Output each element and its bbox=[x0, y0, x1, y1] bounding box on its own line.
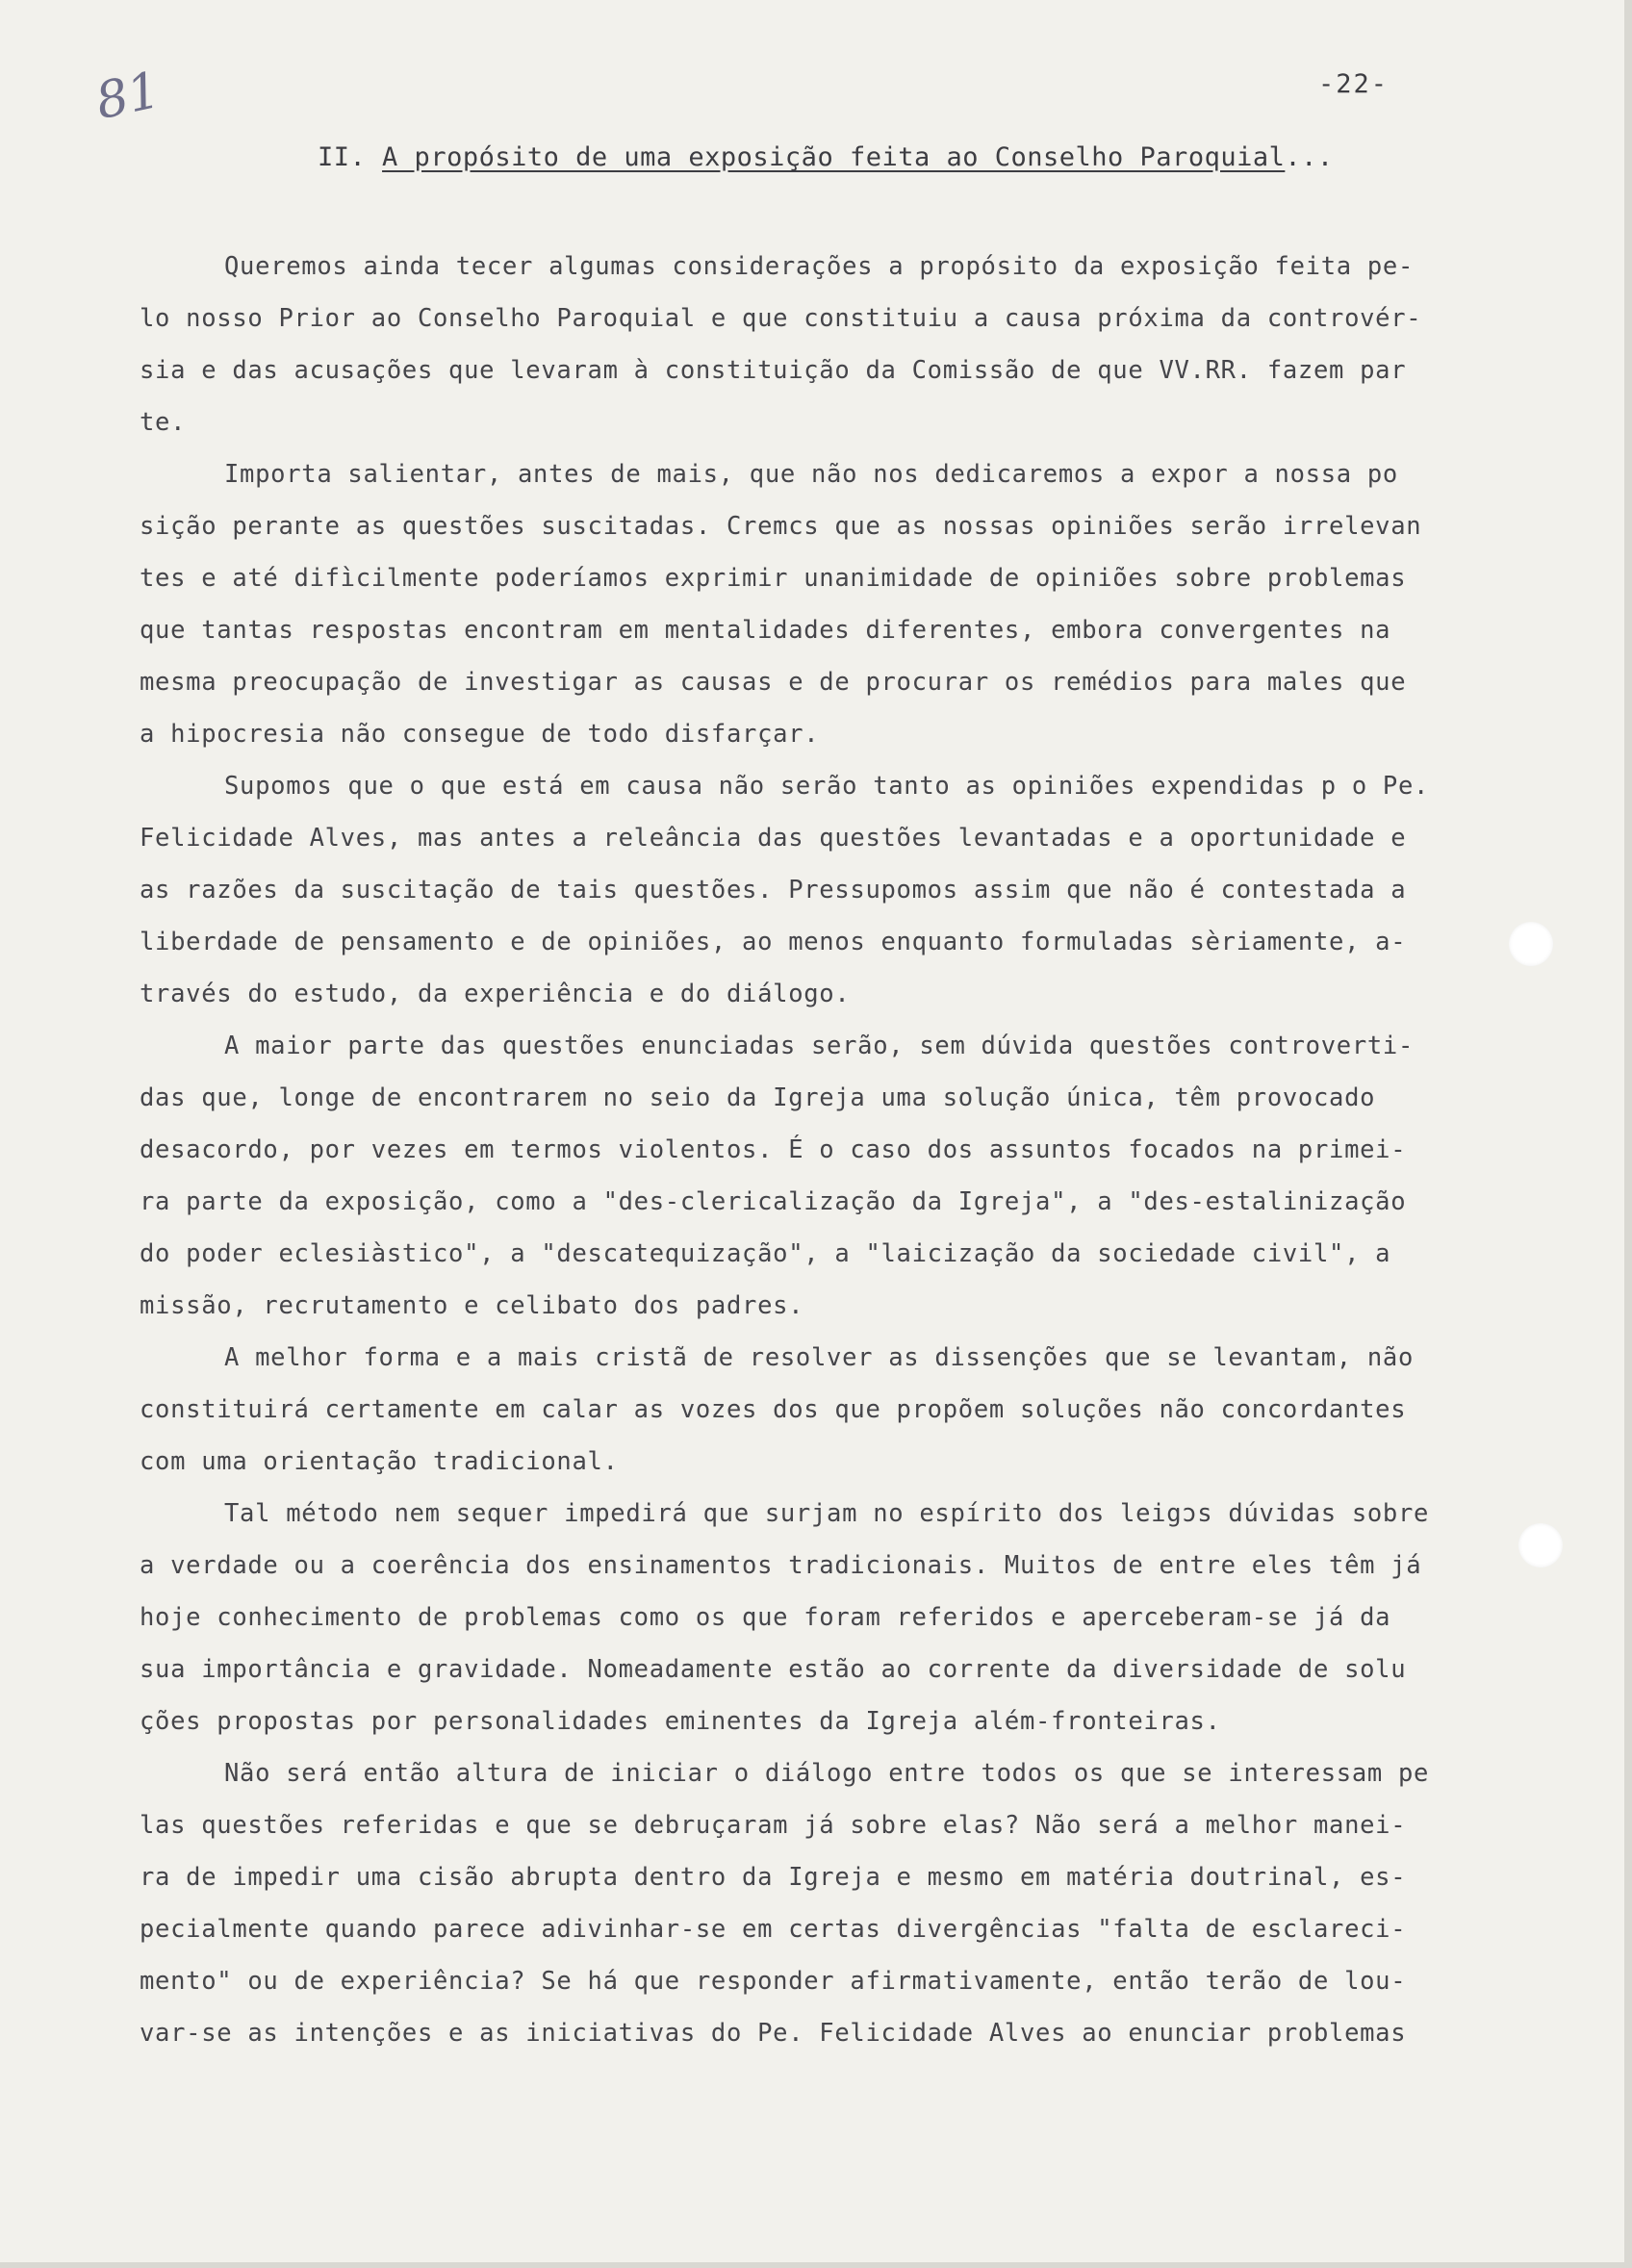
paragraph-line: a verdade ou a coerência dos ensinamentos tradicionais. Muitos de entre eles têm já bbox=[140, 1551, 1422, 1580]
paragraph-line: hoje conhecimento de problemas como os que foram referidos e aperceberam-se já da bbox=[140, 1603, 1391, 1632]
page-edge-right bbox=[1624, 0, 1632, 2268]
paragraph-line: constituirá certamente em calar as vozes dos que propõem soluções não concordantes bbox=[140, 1395, 1407, 1424]
paragraph-first-line: A melhor forma e a mais cristã de resolver as dissenções que se levantam, não bbox=[224, 1343, 1415, 1372]
paragraph-line: desacordo, por vezes em termos violentos. É o caso dos assuntos focados na primei- bbox=[140, 1135, 1407, 1164]
section-heading bbox=[318, 142, 1334, 172]
punch-hole bbox=[1509, 922, 1553, 966]
paragraph bbox=[140, 1488, 1430, 1747]
punch-hole bbox=[1518, 1523, 1563, 1567]
page-number: -22- bbox=[1318, 69, 1390, 99]
paragraph bbox=[140, 1747, 1430, 2059]
paragraph-line: var-se as intenções e as iniciativas do Pe. Felicidade Alves ao enunciar problemas bbox=[140, 2019, 1407, 2048]
paragraph-line: que tantas respostas encontram em mentalidades diferentes, embora convergentes na bbox=[140, 616, 1391, 645]
paragraph-first-line: Importa salientar, antes de mais, que não nos dedicaremos a expor a nossa po bbox=[224, 460, 1398, 489]
paragraph-line: Felicidade Alves, mas antes a releância das questões levantadas e a oportunidade e bbox=[140, 824, 1407, 853]
paragraph-line: través do estudo, da experiência e do diálogo. bbox=[140, 980, 851, 1008]
paragraph-line: sia e das acusações que levaram à constituição da Comissão de que VV.RR. fazem par bbox=[140, 356, 1407, 385]
paragraph-first-line: Tal método nem sequer impedirá que surjam no espírito dos leigɔs dúvidas sobre bbox=[224, 1499, 1430, 1528]
paragraph-line: ra de impedir uma cisão abrupta dentro da Igreja e mesmo em matéria doutrinal, es- bbox=[140, 1863, 1407, 1892]
paragraph-line: tes e até difìcilmente poderíamos exprimir unanimidade de opiniões sobre problemas bbox=[140, 564, 1407, 593]
paragraph-line: pecialmente quando parece adivinhar-se em certas divergências "falta de esclareci- bbox=[140, 1915, 1407, 1944]
paragraph-first-line: Supomos que o que está em causa não serão tanto as opiniões expendidas p o Pe. bbox=[224, 772, 1430, 801]
paragraph-line: as razões da suscitação de tais questões. Pressupomos assim que não é contestada a bbox=[140, 876, 1407, 905]
paragraph bbox=[140, 760, 1430, 1020]
paragraph-line: do poder eclesiàstico", a "descatequização", a "laicização da sociedade civil", a bbox=[140, 1239, 1391, 1268]
paragraph-first-line: A maior parte das questões enunciadas serão, sem dúvida questões controverti- bbox=[224, 1032, 1415, 1060]
paragraph-first-line: Não será então altura de iniciar o diálogo entre todos os que se interessam pe bbox=[224, 1759, 1430, 1788]
handwritten-page-mark: 81 bbox=[90, 61, 166, 132]
paragraph-line: a hipocresia não consegue de todo disfarçar. bbox=[140, 720, 820, 749]
paragraph-line: ções propostas por personalidades eminentes da Igreja além-fronteiras. bbox=[140, 1707, 1221, 1736]
paragraph bbox=[140, 241, 1422, 448]
paragraph-line: ra parte da exposição, como a "des-clericalização da Igreja", a "des-estalinização bbox=[140, 1187, 1407, 1216]
section-title: A propósito de uma exposição feita ao Conselho Paroquial bbox=[382, 142, 1286, 172]
body-text bbox=[140, 241, 1430, 2059]
paragraph-line: com uma orientação tradicional. bbox=[140, 1447, 619, 1476]
paragraph-line: las questões referidas e que se debruçaram já sobre elas? Não será a melhor manei- bbox=[140, 1811, 1407, 1840]
section-number: II. bbox=[318, 142, 367, 172]
paragraph bbox=[140, 1020, 1415, 1332]
paragraph-line: sua importância e gravidade. Nomeadamente estão ao corrente da diversidade de solu bbox=[140, 1655, 1407, 1684]
paragraph-line: mento" ou de experiência? Se há que responder afirmativamente, então terão de lou- bbox=[140, 1967, 1407, 1996]
page-edge-bottom bbox=[0, 2262, 1632, 2268]
paragraph bbox=[140, 1332, 1415, 1488]
paragraph-line: sição perante as questões suscitadas. Cremcs que as nossas opiniões serão irrelevan bbox=[140, 512, 1422, 541]
paragraph-line: te. bbox=[140, 408, 187, 437]
paragraph-line: mesma preocupação de investigar as causas e de procurar os remédios para males que bbox=[140, 668, 1407, 697]
section-title-suffix: ... bbox=[1285, 142, 1334, 172]
paragraph-line: lo nosso Prior ao Conselho Paroquial e que constituiu a causa próxima da controvér- bbox=[140, 304, 1422, 333]
paragraph-first-line: Queremos ainda tecer algumas considerações a propósito da exposição feita pe- bbox=[224, 252, 1415, 281]
paragraph-line: das que, longe de encontrarem no seio da Igreja uma solução única, têm provocado bbox=[140, 1083, 1376, 1112]
paragraph-line: missão, recrutamento e celibato dos padres. bbox=[140, 1291, 804, 1320]
paragraph bbox=[140, 448, 1422, 760]
paragraph-line: liberdade de pensamento e de opiniões, ao menos enquanto formuladas sèriamente, a- bbox=[140, 928, 1407, 956]
